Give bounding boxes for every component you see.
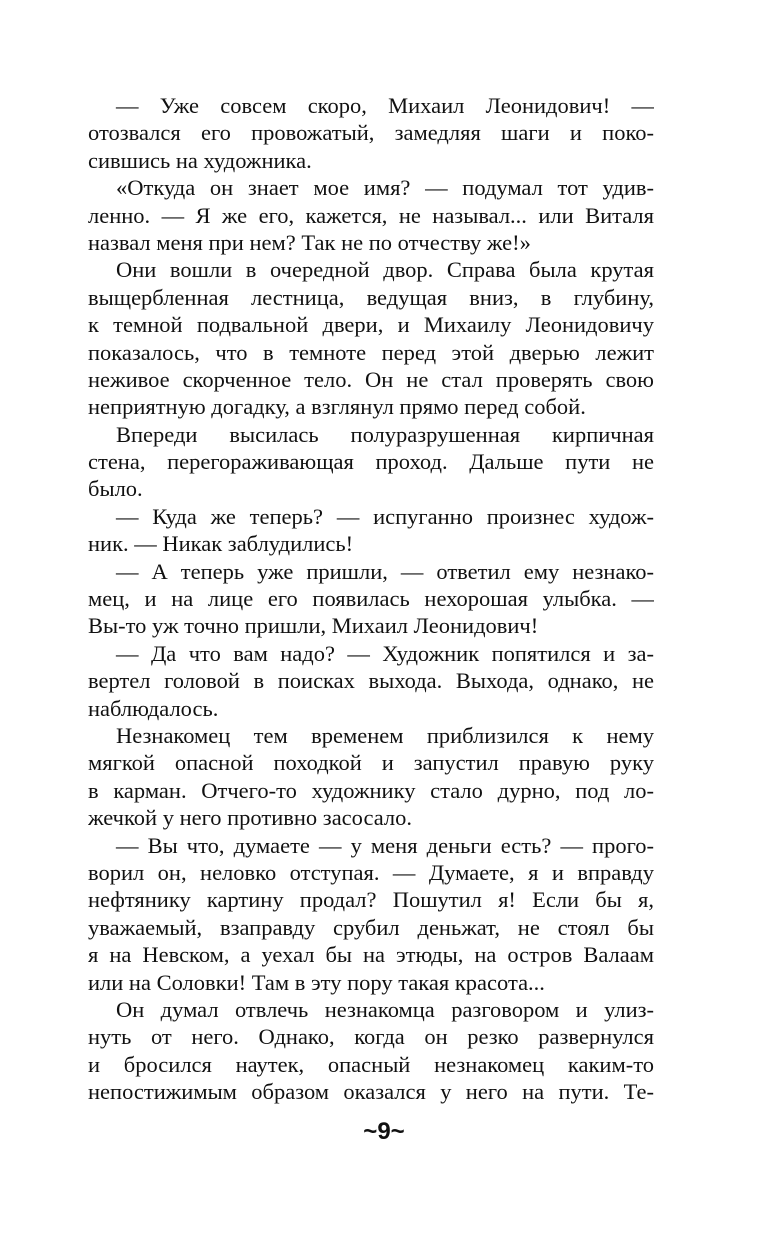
text-line: назвал меня при нем? Так не по отчеству же!» — [88, 229, 531, 255]
text-line: или на Соловки! Там в эту пору такая красота... — [88, 969, 545, 995]
text-line: выщербленная лестница, ведущая вниз, в глубину, — [88, 284, 654, 310]
text-line: нефтянику картину продал? Пошутил я! Если бы я, — [88, 887, 654, 913]
text-line: непостижимым образом оказался у него на пути. Те- — [88, 1079, 654, 1105]
text-line: Впереди высилась полуразрушенная кирпичная — [116, 421, 654, 447]
text-line: и бросился наутек, опасный незнакомец каким-то — [88, 1051, 654, 1077]
text-line: отозвался его провожатый, замедляя шаги и поко- — [88, 120, 654, 146]
text-line: жечкой у него противно засосало. — [88, 805, 413, 831]
text-line: «Откуда он знает мое имя? — подумал тот удив- — [116, 175, 654, 201]
text-line: вертел головой в поисках выхода. Выхода, однако, не — [88, 668, 654, 694]
text-line: неприятную догадку, а взглянул прямо перед собой. — [88, 394, 586, 420]
text-line: мец, и на лице его появилась нехорошая улыбка. — — [88, 586, 654, 612]
text-line: — Куда же теперь? — испуганно произнес худож- — [116, 503, 654, 529]
text-line: ник. — Никак заблудились! — [88, 531, 354, 557]
body-text — [88, 92, 654, 1105]
text-line: — Уже совсем скоро, Михаил Леонидович! — — [116, 93, 654, 118]
text-line: уважаемый, взаправду срубил деньжат, не стоял бы — [88, 914, 654, 940]
text-line: Незнакомец тем временем приблизился к нему — [116, 722, 654, 748]
text-line: к темной подвальной двери, и Михаилу Леонидовичу — [88, 312, 654, 338]
text-line: Он думал отвлечь незнакомца разговором и улиз- — [116, 996, 654, 1022]
text-line: стена, перегораживающая проход. Дальше пути не — [88, 449, 654, 475]
text-line: наблюдалось. — [88, 695, 219, 721]
text-line: нуть от него. Однако, когда он резко развернулся — [88, 1024, 654, 1050]
text-line: неживое скорченное тело. Он не стал проверять свою — [88, 366, 654, 392]
page-number: ~9~ — [363, 1118, 405, 1145]
text-line: — А теперь уже пришли, — ответил ему незнако- — [116, 558, 654, 584]
text-line: было. — [88, 476, 143, 502]
text-line: — Да что вам надо? — Художник попятился и за- — [116, 640, 654, 666]
text-line: — Вы что, думаете — у меня деньги есть? — прого- — [116, 832, 654, 858]
text-line: ленно. — Я же его, кажется, не называл... или Виталя — [88, 202, 654, 228]
text-line: показалось, что в темноте перед этой дверью лежит — [88, 339, 654, 365]
text-line: мягкой опасной походкой и запустил правую руку — [88, 750, 654, 776]
text-line: Они вошли в очередной двор. Справа была крутая — [116, 257, 654, 283]
text-line: Вы-то уж точно пришли, Михаил Леонидович! — [88, 613, 539, 639]
text-line: сившись на художника. — [88, 147, 312, 173]
text-line: я на Невском, а уехал бы на этюды, на остров Валаам — [88, 942, 654, 968]
text-line: ворил он, неловко отступая. — Думаете, я и вправду — [88, 859, 654, 885]
text-line: в карман. Отчего-то художнику стало дурно, под ло- — [88, 777, 654, 803]
